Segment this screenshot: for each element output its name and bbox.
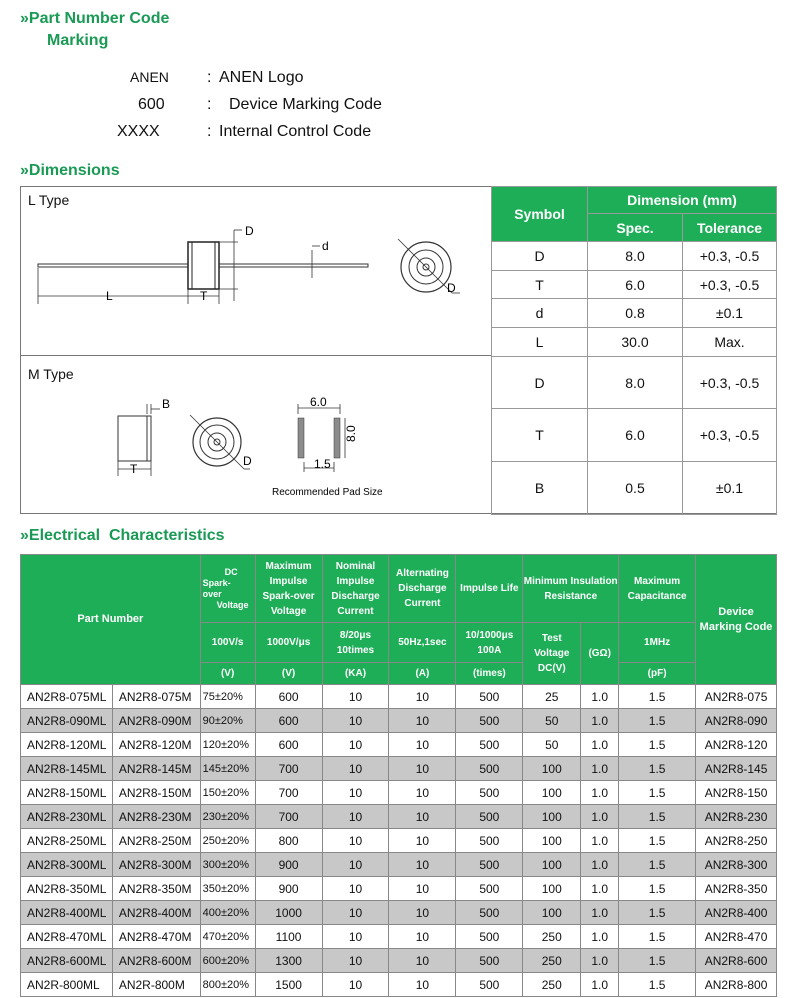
marking-code: AN2R8-120 [696, 733, 777, 757]
capacitance-header: Maximum Capacitance [619, 555, 696, 623]
insulation: 1.0 [581, 757, 619, 781]
life-times-header: (times) [456, 663, 523, 685]
alternating-current: 10 [389, 925, 456, 949]
table-row [21, 757, 777, 781]
test-voltage: 100 [523, 781, 581, 805]
dim-symbol: B [492, 462, 588, 515]
part-l: AN2R8-600ML [21, 949, 113, 973]
capacitance: 1.5 [619, 757, 696, 781]
dim-tol: +0.3, -0.5 [683, 242, 777, 271]
impulse-life: 500 [456, 757, 523, 781]
capacitance: 1.5 [619, 805, 696, 829]
part-m: AN2R8-250M [112, 829, 200, 853]
capacitance-unit-header: 1MHz [619, 623, 696, 663]
dim-symbol: D [492, 357, 588, 409]
table-row [21, 805, 777, 829]
dimensions-title-text: Dimensions [28, 162, 120, 179]
marking-code: AN2R8-075 [696, 685, 777, 709]
nominal-current: 10 [322, 901, 389, 925]
part-number-title-line1: Part Number Code [28, 10, 170, 27]
alternating-current: 10 [389, 877, 456, 901]
nominal-current: 10 [322, 829, 389, 853]
label-D: D [245, 224, 254, 238]
alternating-current: 10 [389, 709, 456, 733]
impulse-life: 500 [456, 901, 523, 925]
test-voltage: 100 [523, 901, 581, 925]
part-m: AN2R8-300M [112, 853, 200, 877]
marking-code: AN2R8-145 [696, 757, 777, 781]
dim-symbol: L [492, 328, 588, 357]
dc-voltage: 350±20% [200, 877, 255, 901]
dc-voltage: 150±20% [200, 781, 255, 805]
nominal-current: 10 [322, 805, 389, 829]
impulse-life: 500 [456, 805, 523, 829]
marking-code: AN2R8-090 [696, 709, 777, 733]
capacitance: 1.5 [619, 973, 696, 997]
insulation: 1.0 [581, 925, 619, 949]
dc-voltage: 145±20% [200, 757, 255, 781]
alternating-current: 10 [389, 829, 456, 853]
dim-spec: 0.5 [588, 462, 683, 515]
impulse-voltage: 1300 [255, 949, 322, 973]
part-m: AN2R8-090M [112, 709, 200, 733]
dim-spec: 8.0 [588, 242, 683, 271]
label-pad-w: 6.0 [310, 395, 327, 409]
label-pad-gap: 1.5 [314, 457, 331, 471]
alternating-current: 10 [389, 901, 456, 925]
insulation: 1.0 [581, 949, 619, 973]
table-row [492, 462, 777, 515]
part-l: AN2R-800ML [21, 973, 113, 997]
dim-symbol: T [492, 409, 588, 462]
insulation: 1.0 [581, 877, 619, 901]
insulation: 1.0 [581, 829, 619, 853]
impulse-header: Maximum Impulse Spark-over Voltage [255, 555, 322, 623]
insulation: 1.0 [581, 901, 619, 925]
impulse-voltage: 1100 [255, 925, 322, 949]
part-l: AN2R8-145ML [21, 757, 113, 781]
insulation: 1.0 [581, 805, 619, 829]
dim-symbol: T [492, 271, 588, 299]
dim-tol: +0.3, -0.5 [683, 409, 777, 462]
nominal-current: 10 [322, 709, 389, 733]
marking-code: 600 [138, 96, 165, 113]
dc-header [200, 555, 255, 623]
dc-header-2: Spark- [202, 577, 231, 588]
dim-tol: +0.3, -0.5 [683, 271, 777, 299]
insulation-header: Minimum Insulation Resistance [523, 555, 619, 623]
electrical-title-b: Characteristics [108, 527, 225, 544]
part-l: AN2R8-090ML [21, 709, 113, 733]
impulse-life: 500 [456, 973, 523, 997]
alternating-current: 10 [389, 733, 456, 757]
dim-tol: ±0.1 [683, 462, 777, 515]
dc-v-header: (V) [200, 663, 255, 685]
nominal-current: 10 [322, 733, 389, 757]
alternating-current: 10 [389, 805, 456, 829]
part-l: AN2R8-150ML [21, 781, 113, 805]
marking-code: AN2R8-350 [696, 877, 777, 901]
impulse-voltage: 1500 [255, 973, 322, 997]
marking-desc: ANEN Logo [219, 69, 304, 86]
nominal-ka-header: (KA) [322, 663, 389, 685]
electrical-title-a: Electrical [28, 527, 101, 544]
table-row [21, 853, 777, 877]
dimension-table [491, 186, 777, 515]
dc-voltage: 400±20% [200, 901, 255, 925]
alternating-current: 10 [389, 853, 456, 877]
capacitance: 1.5 [619, 733, 696, 757]
marking-code: AN2R8-800 [696, 973, 777, 997]
table-row [492, 271, 777, 299]
part-m: AN2R8-150M [112, 781, 200, 805]
table-row [492, 409, 777, 462]
test-voltage: 100 [523, 877, 581, 901]
dim-symbol: D [492, 242, 588, 271]
insulation: 1.0 [581, 685, 619, 709]
capacitance: 1.5 [619, 853, 696, 877]
marking-code: AN2R8-400 [696, 901, 777, 925]
alternating-current: 10 [389, 757, 456, 781]
part-l: AN2R8-230ML [21, 805, 113, 829]
test-voltage: 50 [523, 733, 581, 757]
label-pad-h: 8.0 [344, 425, 358, 442]
insulation: 1.0 [581, 709, 619, 733]
impulse-unit-header: 1000V/μs [255, 623, 322, 663]
marking-sep: : [207, 96, 212, 113]
dc-header-4: Voltage [216, 599, 249, 610]
dimensions-title [20, 162, 120, 180]
l-type-drawing [20, 186, 490, 354]
dimension-header: Dimension (mm) [588, 187, 777, 214]
m-type-label: M Type [28, 366, 74, 382]
impulse-voltage: 600 [255, 733, 322, 757]
nominal-current: 10 [322, 925, 389, 949]
insulation: 1.0 [581, 781, 619, 805]
test-voltage: 100 [523, 805, 581, 829]
pad-caption: Recommended Pad Size [272, 487, 383, 498]
marking-code: AN2R8-230 [696, 805, 777, 829]
insulation: 1.0 [581, 973, 619, 997]
part-m: AN2R8-400M [112, 901, 200, 925]
dim-symbol: d [492, 299, 588, 328]
m-type-panel [20, 356, 492, 514]
dim-tol: Max. [683, 328, 777, 357]
part-m: AN2R8-230M [112, 805, 200, 829]
dc-voltage: 250±20% [200, 829, 255, 853]
table-row [21, 949, 777, 973]
dim-spec: 6.0 [588, 409, 683, 462]
part-l: AN2R8-470ML [21, 925, 113, 949]
table-row [492, 328, 777, 357]
l-type-panel [20, 186, 492, 356]
label-T: T [200, 289, 208, 303]
marking-desc: Device Marking Code [229, 96, 382, 113]
impulse-voltage: 800 [255, 829, 322, 853]
marking-sep: : [207, 123, 212, 140]
label-d: d [322, 239, 329, 253]
nominal-current: 10 [322, 877, 389, 901]
test-voltage: 100 [523, 853, 581, 877]
nominal-current: 10 [322, 949, 389, 973]
part-number-title-line2: Marking [47, 32, 109, 49]
label-L: L [106, 289, 113, 303]
test-voltage: 100 [523, 829, 581, 853]
table-row [21, 709, 777, 733]
impulse-life: 500 [456, 877, 523, 901]
part-m: AN2R8-145M [112, 757, 200, 781]
test-voltage: 250 [523, 949, 581, 973]
alternating-current: 10 [389, 949, 456, 973]
nominal-current: 10 [322, 973, 389, 997]
nominal-current: 10 [322, 853, 389, 877]
dc-voltage: 120±20% [200, 733, 255, 757]
life-header: Impulse Life [456, 555, 523, 623]
part-m: AN2R8-075M [112, 685, 200, 709]
nominal-current: 10 [322, 685, 389, 709]
nominal-unit-header: 8/20μs 10times [322, 623, 389, 663]
table-row [21, 733, 777, 757]
dc-voltage: 300±20% [200, 853, 255, 877]
impulse-life: 500 [456, 925, 523, 949]
table-row [492, 299, 777, 328]
nominal-header: Nominal Impulse Discharge Current [322, 555, 389, 623]
alternating-unit-header: 50Hz,1sec [389, 623, 456, 663]
marking-code: AN2R8-150 [696, 781, 777, 805]
dim-spec: 0.8 [588, 299, 683, 328]
part-m: AN2R8-350M [112, 877, 200, 901]
table-row [492, 357, 777, 409]
dim-spec: 8.0 [588, 357, 683, 409]
impulse-voltage: 700 [255, 805, 322, 829]
impulse-life: 500 [456, 733, 523, 757]
label-B: B [162, 397, 171, 411]
capacitance: 1.5 [619, 781, 696, 805]
nominal-current: 10 [322, 781, 389, 805]
test-voltage: 250 [523, 925, 581, 949]
alternating-a-header: (A) [389, 663, 456, 685]
capacitance: 1.5 [619, 877, 696, 901]
marking-code: AN2R8-250 [696, 829, 777, 853]
marking-code: ANEN [130, 69, 169, 85]
impulse-voltage: 900 [255, 877, 322, 901]
dim-spec: 6.0 [588, 271, 683, 299]
dim-tol: +0.3, -0.5 [683, 357, 777, 409]
symbol-header: Symbol [492, 187, 588, 242]
marking-header: Device Marking Code [696, 555, 777, 685]
insulation: 1.0 [581, 853, 619, 877]
part-m: AN2R8-470M [112, 925, 200, 949]
capacitance: 1.5 [619, 901, 696, 925]
impulse-life: 500 [456, 853, 523, 877]
marking-code: AN2R8-600 [696, 949, 777, 973]
dc-voltage: 230±20% [200, 805, 255, 829]
part-l: AN2R8-250ML [21, 829, 113, 853]
capacitance: 1.5 [619, 709, 696, 733]
part-m: AN2R-800M [112, 973, 200, 997]
part-number-title [20, 10, 169, 28]
impulse-life: 500 [456, 949, 523, 973]
capacitance: 1.5 [619, 925, 696, 949]
impulse-life: 500 [456, 781, 523, 805]
capacitance: 1.5 [619, 949, 696, 973]
capacitance: 1.5 [619, 829, 696, 853]
label-D: D [243, 454, 252, 468]
test-voltage: 100 [523, 757, 581, 781]
impulse-life: 500 [456, 829, 523, 853]
impulse-voltage: 600 [255, 685, 322, 709]
part-l: AN2R8-300ML [21, 853, 113, 877]
insulation: 1.0 [581, 733, 619, 757]
marking-desc: Internal Control Code [219, 123, 372, 140]
dc-voltage: 470±20% [200, 925, 255, 949]
l-type-label: L Type [28, 192, 70, 208]
label-D: D [447, 281, 456, 295]
electrical-title [20, 527, 225, 545]
impulse-v-header: (V) [255, 663, 322, 685]
alternating-header: Alternating Discharge Current [389, 555, 456, 623]
dc-header-3: over [202, 588, 222, 599]
table-row [21, 973, 777, 997]
dc-unit-header: 100V/s [200, 623, 255, 663]
gohm-header: (GΩ) [581, 623, 619, 685]
table-row [21, 925, 777, 949]
dim-tol: ±0.1 [683, 299, 777, 328]
life-unit-header: 10/1000μs 100A [456, 623, 523, 663]
impulse-life: 500 [456, 685, 523, 709]
chevron-icon: » [20, 162, 29, 179]
alternating-current: 10 [389, 973, 456, 997]
dc-voltage: 75±20% [200, 685, 255, 709]
marking-row [130, 69, 169, 87]
table-row [21, 829, 777, 853]
test-voltage-header: Test Voltage DC(V) [523, 623, 581, 685]
chevron-icon: » [20, 10, 29, 27]
impulse-voltage: 900 [255, 853, 322, 877]
dc-header-1: DC [224, 566, 238, 577]
part-number-header: Part Number [21, 555, 201, 685]
impulse-voltage: 600 [255, 709, 322, 733]
chevron-icon: » [20, 527, 29, 544]
marking-code: AN2R8-470 [696, 925, 777, 949]
impulse-voltage: 700 [255, 757, 322, 781]
table-row [21, 877, 777, 901]
tolerance-header: Tolerance [683, 214, 777, 242]
dc-voltage: 600±20% [200, 949, 255, 973]
dc-voltage: 800±20% [200, 973, 255, 997]
dim-spec: 30.0 [588, 328, 683, 357]
impulse-voltage: 1000 [255, 901, 322, 925]
capacitance: 1.5 [619, 685, 696, 709]
part-l: AN2R8-120ML [21, 733, 113, 757]
marking-sep: : [207, 69, 212, 86]
test-voltage: 25 [523, 685, 581, 709]
marking-code: XXXX [117, 123, 160, 140]
part-l: AN2R8-350ML [21, 877, 113, 901]
table-row [492, 242, 777, 271]
part-l: AN2R8-075ML [21, 685, 113, 709]
alternating-current: 10 [389, 685, 456, 709]
spec-header: Spec. [588, 214, 683, 242]
m-type-drawing [20, 356, 490, 512]
table-row [21, 781, 777, 805]
part-m: AN2R8-600M [112, 949, 200, 973]
test-voltage: 250 [523, 973, 581, 997]
impulse-life: 500 [456, 709, 523, 733]
alternating-current: 10 [389, 781, 456, 805]
impulse-voltage: 700 [255, 781, 322, 805]
dc-voltage: 90±20% [200, 709, 255, 733]
table-row [21, 685, 777, 709]
electrical-table-body [21, 685, 777, 997]
table-row [21, 901, 777, 925]
label-T: T [130, 462, 138, 476]
capacitance-pf-header: (pF) [619, 663, 696, 685]
test-voltage: 50 [523, 709, 581, 733]
part-m: AN2R8-120M [112, 733, 200, 757]
nominal-current: 10 [322, 757, 389, 781]
electrical-table [20, 554, 777, 997]
marking-code: AN2R8-300 [696, 853, 777, 877]
part-l: AN2R8-400ML [21, 901, 113, 925]
